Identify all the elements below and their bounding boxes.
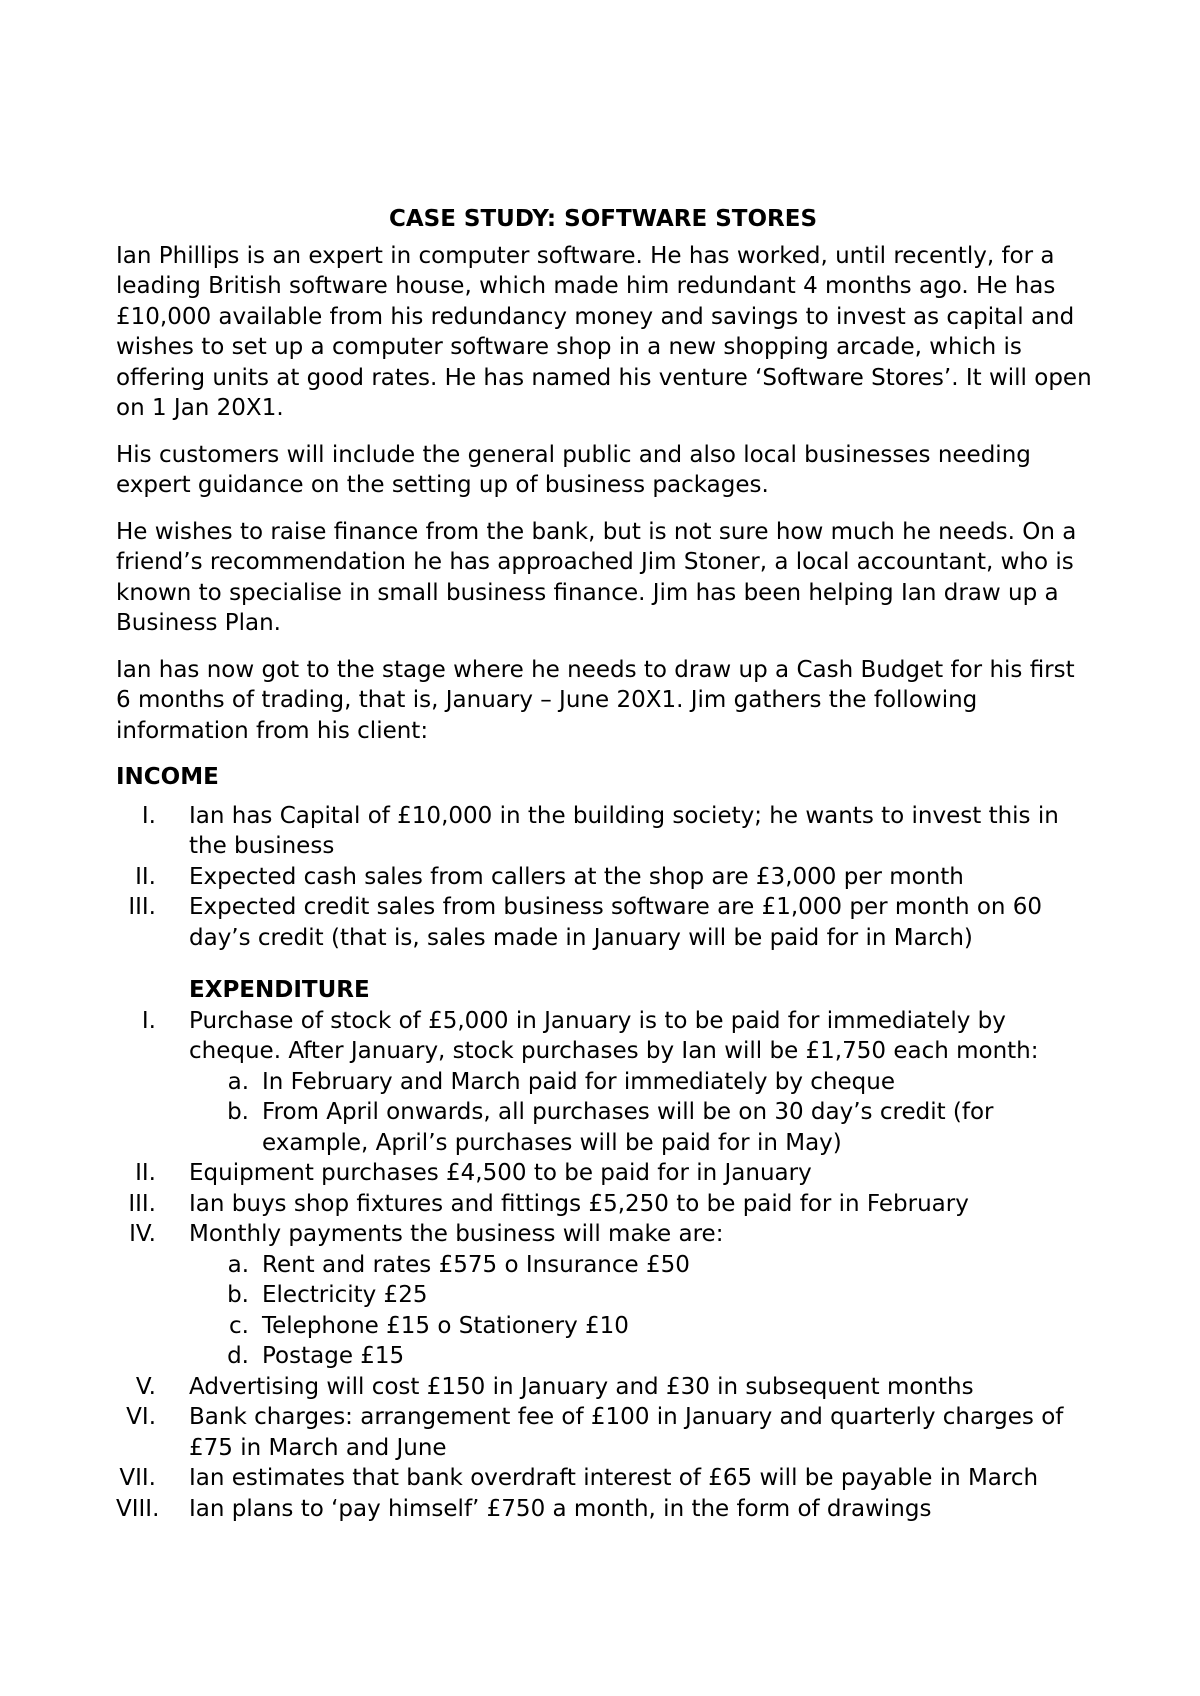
document-title: CASE STUDY: SOFTWARE STORES — [388, 206, 818, 232]
list-text: Bank charges: arrangement fee of £100 in January and quarterly charges of £75 in March and June — [189, 1404, 1064, 1461]
list-number: III. — [128, 894, 156, 920]
paragraph-customers: His customers will include the general public and also local businesses needing expert guidance on the setting up of business packages. — [116, 441, 1031, 498]
list-text: Monthly payments the business will make are: — [189, 1221, 724, 1247]
income-item — [116, 801, 1096, 862]
paragraph-intro: Ian Phillips is an expert in computer software. He has worked, until recently, for a leading British software house, which made him redundant 4 months ago. He has £10,000 available from his redundancy money and savings to invest as capital and wishes to set up a computer software shop in a new shopping arcade, which is offering units at good rates. He has named his venture ‘Software Stores’. It will open on 1 Jan 20X1. — [116, 242, 1092, 421]
list-text: Ian buys shop fixtures and fittings £5,250 to be paid for in February — [189, 1190, 969, 1217]
sublist-letter: b. — [227, 1282, 249, 1308]
expenditure-item — [116, 1463, 1096, 1494]
list-number: VII. — [119, 1465, 156, 1491]
expenditure-item — [116, 1189, 1096, 1220]
expenditure-heading: EXPENDITURE — [189, 977, 370, 1003]
expenditure-item — [116, 1158, 1096, 1189]
sublist-text: Postage £15 — [262, 1343, 405, 1369]
sublist-letter: d. — [227, 1343, 249, 1369]
list-text: Purchase of stock of £5,000 in January is to be paid for immediately by cheque. After January, stock purchases by Ian will be £1,750 each month: — [189, 1007, 1039, 1064]
expenditure-subitem — [189, 1250, 1096, 1281]
sublist-letter: c. — [229, 1312, 249, 1339]
expenditure-item — [116, 1402, 1096, 1463]
sublist-text: Electricity £25 — [262, 1282, 428, 1308]
sublist-text: From April onwards, all purchases will be on 30 day’s credit (for example, April’s purchases will be paid for in May) — [262, 1099, 994, 1156]
list-text: Ian estimates that bank overdraft interest of £65 will be payable in March — [189, 1465, 1039, 1491]
list-text: Ian has Capital of £10,000 in the building society; he wants to invest this in the business — [189, 802, 1059, 859]
list-number: VIII. — [116, 1495, 160, 1522]
expenditure-sublist — [189, 1250, 1096, 1372]
list-number: II. — [135, 863, 156, 890]
expenditure-subitem — [189, 1311, 1096, 1342]
list-text: Expected cash sales from callers at the shop are £3,000 per month — [189, 863, 964, 890]
expenditure-subitem — [189, 1280, 1096, 1311]
list-number: I. — [141, 802, 156, 829]
list-text: Ian plans to ‘pay himself’ £750 a month, in the form of drawings — [189, 1495, 932, 1522]
expenditure-item — [116, 1494, 1096, 1525]
list-text: Advertising will cost £150 in January and £30 in subsequent months — [189, 1373, 974, 1400]
expenditure-subitem — [189, 1341, 1096, 1372]
list-number: I. — [141, 1007, 156, 1034]
list-number: VI. — [126, 1404, 156, 1430]
list-number: V. — [135, 1373, 156, 1400]
expenditure-item — [116, 1372, 1096, 1403]
expenditure-subitem — [189, 1067, 1096, 1098]
income-item — [116, 862, 1096, 893]
document-page — [116, 204, 1096, 1524]
paragraph-finance: He wishes to raise finance from the bank, but is not sure how much he needs. On a friend’s recommendation he has approached Jim Stoner, a local accountant, who is known to specialise in small business finance. Jim has been helping Ian draw up a Business Plan. — [116, 518, 1077, 636]
paragraph-cash-budget: Ian has now got to the stage where he needs to draw up a Cash Budget for his first 6 months of trading, that is, January – June 20X1. Jim gathers the following information from his client: — [116, 656, 1075, 744]
income-item — [116, 892, 1096, 953]
income-heading: INCOME — [116, 764, 219, 790]
list-number: III. — [128, 1190, 156, 1217]
list-number: II. — [135, 1160, 156, 1186]
expenditure-item — [116, 1006, 1096, 1159]
expenditure-list — [116, 1006, 1096, 1525]
expenditure-item — [116, 1219, 1096, 1372]
sublist-letter: a. — [227, 1251, 249, 1278]
sublist-letter: a. — [227, 1068, 249, 1095]
list-number: IV. — [129, 1221, 156, 1247]
list-text: Expected credit sales from business software are £1,000 per month on 60 day’s credit (that is, sales made in January will be paid for in March) — [189, 894, 1043, 951]
income-list — [116, 801, 1096, 954]
list-text: Equipment purchases £4,500 to be paid for in January — [189, 1160, 812, 1186]
sublist-letter: b. — [227, 1099, 249, 1125]
sublist-text: In February and March paid for immediately by cheque — [262, 1068, 895, 1095]
sublist-text: Rent and rates £575 o Insurance £50 — [262, 1251, 690, 1278]
sublist-text: Telephone £15 o Stationery £10 — [262, 1312, 629, 1339]
expenditure-sublist — [189, 1067, 1096, 1159]
expenditure-subitem — [189, 1097, 1096, 1158]
